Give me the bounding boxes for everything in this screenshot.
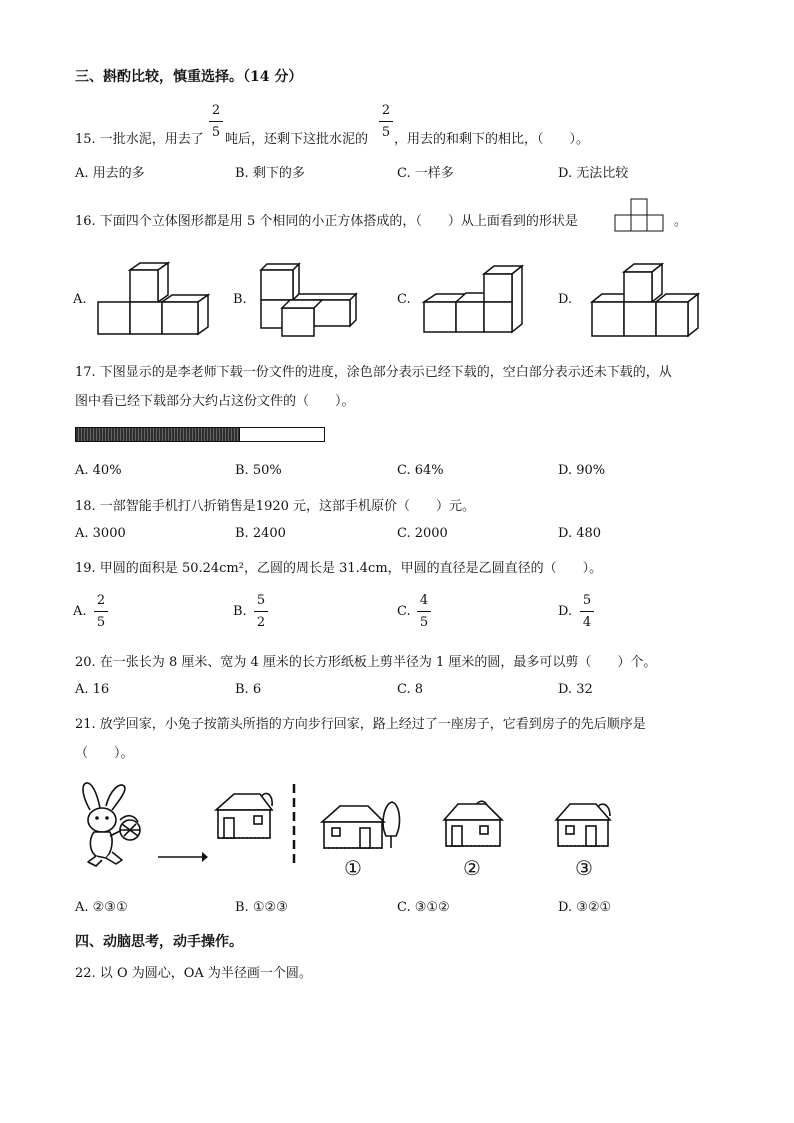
q20-option-b: B. 6	[235, 682, 262, 697]
q19-option-b-label: B.	[233, 604, 247, 619]
q15-text-part1: 15. 一批水泥，用去了	[75, 132, 204, 147]
q17-option-c: C. 64%	[397, 463, 444, 478]
q16-text: 16. 下面四个立体图形都是用 5 个相同的小正方体搭成的，（ ）从上面看到的形状是	[75, 214, 578, 229]
q19-option-c-fraction: 4 5	[417, 594, 431, 629]
q20-text: 20. 在一张长为 8 厘米、宽为 4 厘米的长方形纸板上剪半径为 1 厘米的圆，最多可以剪（ ）个。	[75, 655, 657, 670]
q22-text: 22. 以 O 为圆心，OA 为半径画一个圆。	[75, 966, 312, 981]
view-number-2: ②	[463, 856, 481, 880]
q18-option-c: C. 2000	[397, 526, 448, 541]
section-title: 四、动脑思考，动手操作。	[75, 934, 243, 950]
q21-option-a: A. ②③①	[75, 900, 128, 915]
rabbit-illustration	[76, 780, 156, 868]
q19-option-b-fraction: 5 2	[254, 594, 268, 629]
q15-option-c: C. 一样多	[397, 166, 454, 181]
q16-figure-d	[590, 262, 702, 338]
q19-option-d-fraction: 5 4	[580, 594, 594, 629]
q17-text-line1: 17. 下图显示的是李老师下载一份文件的进度，涂色部分表示已经下载的，空白部分表示还未下载的，从	[75, 365, 672, 380]
q21-option-d: D. ③②①	[558, 900, 612, 915]
q16-label-c: C.	[397, 292, 411, 307]
q16-figure-b	[258, 262, 362, 338]
q15-text-part2: 吨后，还剩下这批水泥的	[225, 132, 369, 147]
q17-option-a: A. 40%	[75, 463, 122, 478]
q19-option-a-fraction: 2 5	[94, 594, 108, 629]
house-view-3	[552, 794, 618, 854]
view-number-1: ①	[344, 856, 362, 880]
q16-label-b: B.	[233, 292, 247, 307]
q16-text-tail: 。	[674, 214, 688, 229]
house-view-1	[320, 796, 404, 856]
q15-fraction-1: 2 5	[209, 104, 223, 139]
q19-text: 19. 甲圆的面积是 50.24cm²，乙圆的周长是 31.4cm，甲圆的直径是乙圆直径的（ ）。	[75, 561, 603, 576]
download-progress-fill	[76, 428, 240, 441]
q18-option-a: A. 3000	[75, 526, 126, 541]
section-title: 三、斟酌比较，慎重选择。（14 分）	[75, 69, 303, 85]
q21-option-b: B. ①②③	[235, 900, 288, 915]
q18-option-b: B. 2400	[235, 526, 286, 541]
q18-text: 18. 一部智能手机打八折销售是1920 元，这部手机原价（ ）元。	[75, 499, 476, 514]
q21-text-line2: （ ）。	[75, 746, 134, 761]
view-number-3: ③	[575, 856, 593, 880]
q15-option-d: D. 无法比较	[558, 166, 629, 181]
house-start	[212, 786, 276, 846]
q15-option-b: B. 剩下的多	[235, 166, 305, 181]
q16-label-d: D.	[558, 292, 573, 307]
q16-top-view-figure	[614, 198, 674, 232]
q19-option-a-label: A.	[73, 604, 87, 619]
q16-figure-c	[422, 264, 526, 336]
q19-option-d-label: D.	[558, 604, 573, 619]
q20-option-d: D. 32	[558, 682, 593, 697]
q16-figure-a	[96, 262, 216, 338]
q17-option-d: D. 90%	[558, 463, 606, 478]
q19-option-c-label: C.	[397, 604, 411, 619]
direction-arrow	[158, 850, 208, 864]
dashed-divider	[291, 784, 297, 864]
house-view-2	[440, 794, 506, 854]
q15-option-a: A. 用去的多	[75, 166, 145, 181]
q21-text-line1: 21. 放学回家，小兔子按箭头所指的方向步行回家，路上经过了一座房子，它看到房子的先后顺序是	[75, 717, 646, 732]
q21-option-c: C. ③①②	[397, 900, 450, 915]
download-progress-bar	[75, 427, 325, 442]
q20-option-a: A. 16	[75, 682, 110, 697]
q15-text-part3: ，用去的和剩下的相比，（ ）。	[394, 132, 590, 147]
q16-label-a: A.	[73, 292, 87, 307]
q15-fraction-2: 2 5	[379, 104, 393, 139]
q18-option-d: D. 480	[558, 526, 602, 541]
q17-option-b: B. 50%	[235, 463, 282, 478]
q17-text-line2: 图中看已经下载部分大约占这份文件的（ ）。	[75, 394, 355, 409]
q20-option-c: C. 8	[397, 682, 424, 697]
